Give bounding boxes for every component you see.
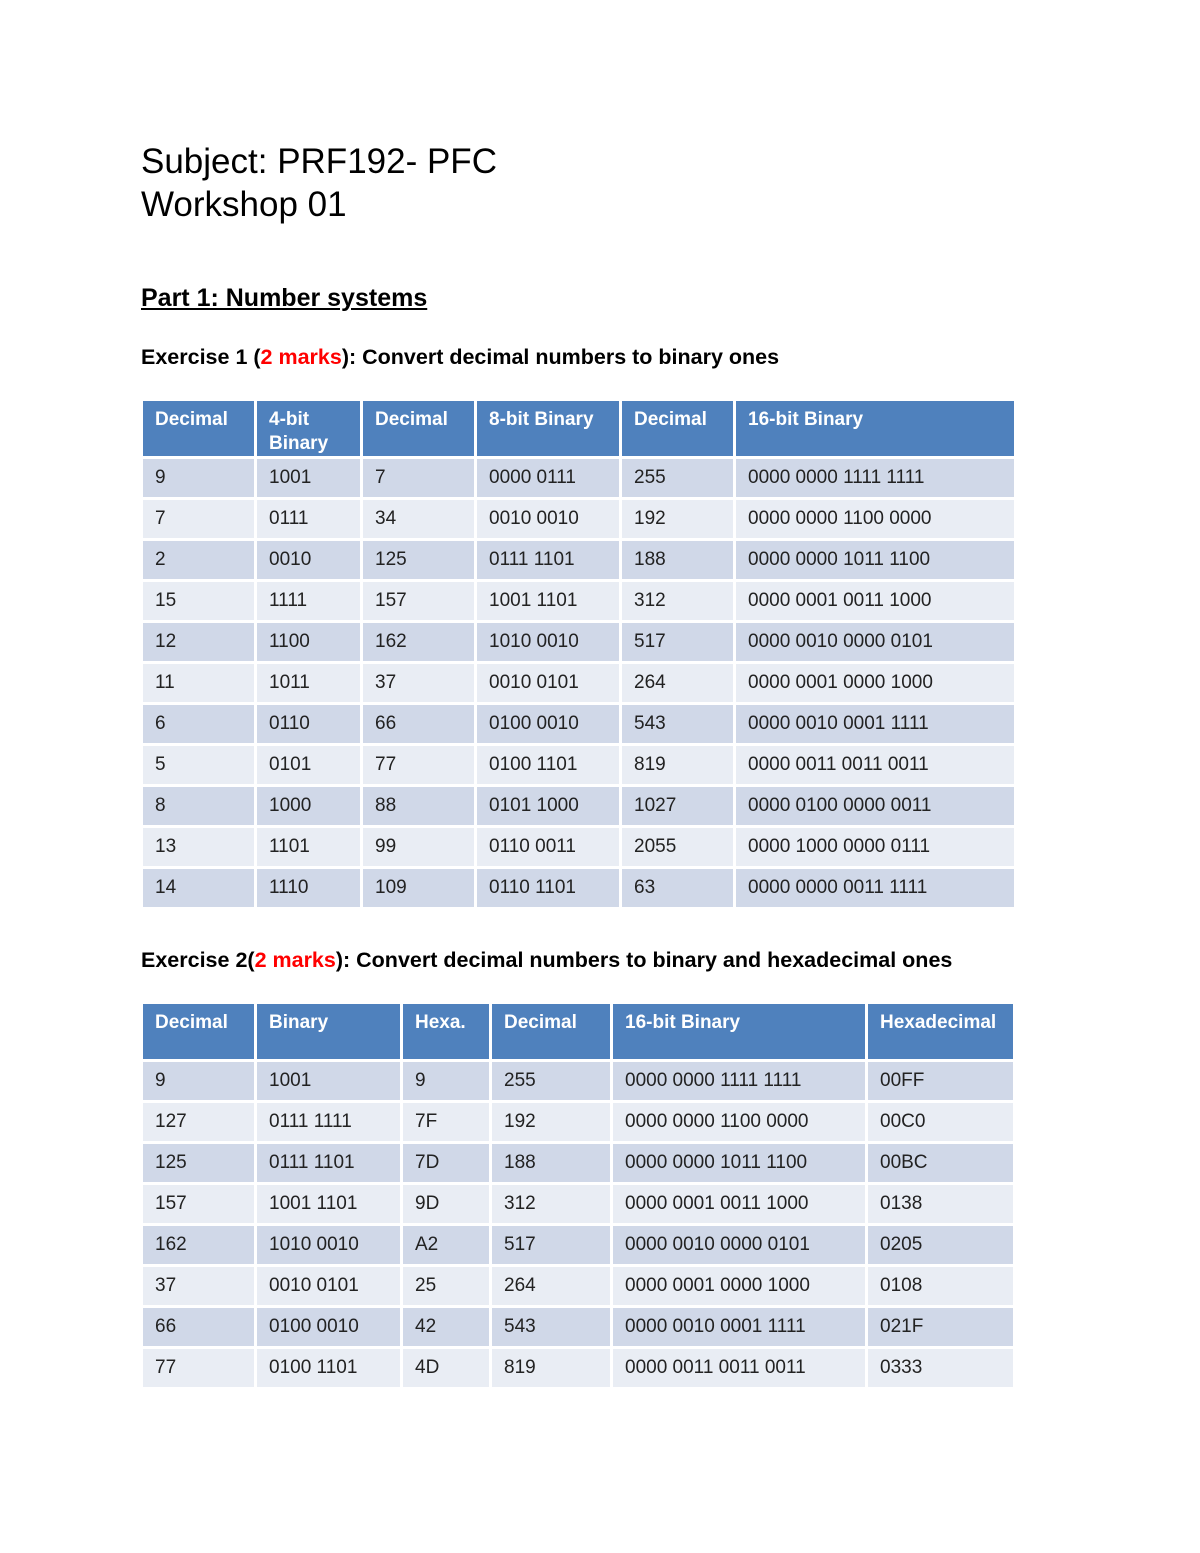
table-cell: 0000 0011 0011 0011 [736,746,1014,784]
table-cell: 1001 [257,1062,400,1100]
table-cell: 0101 1000 [477,787,619,825]
table-cell: 66 [363,705,474,743]
table-cell: 188 [622,541,733,579]
table-cell: 6 [143,705,254,743]
table-cell: 255 [622,459,733,497]
table-cell: 14 [143,869,254,907]
table-cell: 1101 [257,828,360,866]
table-cell: 312 [492,1185,610,1223]
table-cell: 2055 [622,828,733,866]
table-cell: 0000 0010 0001 1111 [736,705,1014,743]
table-cell: 1010 0010 [477,623,619,661]
table-cell: 0000 0000 1100 0000 [736,500,1014,538]
table-row [143,500,1014,538]
table-cell: 0000 0011 0011 0011 [613,1349,865,1387]
table-cell: 77 [143,1349,254,1387]
table-cell: 0100 1101 [257,1349,400,1387]
table-cell: 0100 0010 [257,1308,400,1346]
table-cell: 0000 0111 [477,459,619,497]
table-cell: 264 [622,664,733,702]
table-header-row [143,1004,1013,1059]
table-cell: 543 [622,705,733,743]
table-row [143,1308,1013,1346]
workshop-line: Workshop 01 [141,185,347,224]
table-cell: 0138 [868,1185,1013,1223]
table-cell: 0205 [868,1226,1013,1264]
table-cell: 00C0 [868,1103,1013,1141]
table-cell: 0108 [868,1267,1013,1305]
table-cell: 0110 0011 [477,828,619,866]
table-cell: 819 [492,1349,610,1387]
column-header: Hexadecimal [868,1004,1013,1059]
table-cell: 0000 0001 0011 1000 [613,1185,865,1223]
exercise1-prefix: Exercise 1 ( [141,345,261,369]
table-cell: 0000 0100 0000 0011 [736,787,1014,825]
subject-line: Subject: PRF192- PFC [141,142,497,181]
table-cell: 1001 1101 [477,582,619,620]
column-header: Decimal [622,401,733,456]
table-cell: 00BC [868,1144,1013,1182]
table-cell: 0000 0000 1111 1111 [613,1062,865,1100]
table-cell: 0010 0101 [257,1267,400,1305]
table-row [143,1062,1013,1100]
table-cell: 0000 0000 1111 1111 [736,459,1014,497]
table-cell: 543 [492,1308,610,1346]
table-cell: 12 [143,623,254,661]
table-cell: 63 [622,869,733,907]
table-cell: 13 [143,828,254,866]
exercise2-marks: 2 marks [254,948,336,972]
table-cell: 125 [363,541,474,579]
table-cell: 0010 [257,541,360,579]
table-row [143,869,1014,907]
table-cell: 157 [363,582,474,620]
document-title [141,140,497,226]
exercise2-heading [141,948,952,973]
table-cell: 0000 0001 0000 1000 [613,1267,865,1305]
table-cell: 1027 [622,787,733,825]
table-cell: 77 [363,746,474,784]
table-cell: 1010 0010 [257,1226,400,1264]
table-row [143,787,1014,825]
column-header: Decimal [363,401,474,456]
exercise1-heading [141,345,779,370]
column-header: Hexa. [403,1004,489,1059]
exercise1-marks: 2 marks [260,345,342,369]
table-cell: 0110 1101 [477,869,619,907]
column-header: 16-bit Binary [736,401,1014,456]
column-header: 16-bit Binary [613,1004,865,1059]
table-cell: 0010 0010 [477,500,619,538]
table-cell: 517 [622,623,733,661]
column-header: Decimal [143,401,254,456]
table-row [143,459,1014,497]
table-cell: 37 [143,1267,254,1305]
exercise2-suffix: ): Convert decimal numbers to binary and hexadecimal ones [335,948,953,972]
table-cell: 0000 0001 0011 1000 [736,582,1014,620]
table-cell: 00FF [868,1062,1013,1100]
table-cell: 0111 1101 [477,541,619,579]
table-cell: 0000 0010 0000 0101 [613,1226,865,1264]
table-row [143,705,1014,743]
table-cell: 0111 [257,500,360,538]
column-header: Decimal [492,1004,610,1059]
table-cell: 021F [868,1308,1013,1346]
table-cell: 162 [143,1226,254,1264]
table-cell: 255 [492,1062,610,1100]
table-cell: 109 [363,869,474,907]
table-cell: 1100 [257,623,360,661]
table-row [143,1103,1013,1141]
table-cell: 0000 0000 0011 1111 [736,869,1014,907]
table-cell: 1011 [257,664,360,702]
table-cell: 2 [143,541,254,579]
table-cell: 25 [403,1267,489,1305]
table-cell: 15 [143,582,254,620]
table-row [143,1267,1013,1305]
table-row [143,664,1014,702]
column-header: Binary [257,1004,400,1059]
table-row [143,623,1014,661]
table-cell: 7D [403,1144,489,1182]
part1-heading: Part 1: Number systems [141,284,428,312]
table-cell: 517 [492,1226,610,1264]
table-row [143,541,1014,579]
table-row [143,1349,1013,1387]
table-cell: 0111 1101 [257,1144,400,1182]
table-cell: 819 [622,746,733,784]
table-cell: 0010 0101 [477,664,619,702]
table-cell: 264 [492,1267,610,1305]
table-row [143,746,1014,784]
table-cell: 1111 [257,582,360,620]
exercise2-prefix: Exercise 2( [141,948,255,972]
table-cell: 42 [403,1308,489,1346]
table-cell: 0000 0000 1011 1100 [736,541,1014,579]
table-cell: 0000 1000 0000 0111 [736,828,1014,866]
table-cell: 312 [622,582,733,620]
table-cell: 188 [492,1144,610,1182]
table-cell: 7 [143,500,254,538]
table-cell: 9D [403,1185,489,1223]
table-cell: 99 [363,828,474,866]
table-cell: 66 [143,1308,254,1346]
table-cell: 9 [143,1062,254,1100]
table-cell: 125 [143,1144,254,1182]
exercise2-table [140,1001,1016,1390]
table-cell: A2 [403,1226,489,1264]
table-cell: 0110 [257,705,360,743]
table-cell: 0333 [868,1349,1013,1387]
table-cell: 127 [143,1103,254,1141]
table-cell: 192 [622,500,733,538]
table-cell: 1001 [257,459,360,497]
table-cell: 157 [143,1185,254,1223]
table-cell: 34 [363,500,474,538]
table-row [143,582,1014,620]
table-cell: 0111 1111 [257,1103,400,1141]
table-cell: 0000 0000 1011 1100 [613,1144,865,1182]
table-cell: 11 [143,664,254,702]
table-cell: 7 [363,459,474,497]
exercise1-table [140,398,1017,910]
table-cell: 1000 [257,787,360,825]
table-cell: 0000 0010 0000 0101 [736,623,1014,661]
exercise1-suffix: ): Convert decimal numbers to binary ones [341,345,780,369]
table-cell: 1001 1101 [257,1185,400,1223]
table-cell: 0000 0001 0000 1000 [736,664,1014,702]
column-header: Decimal [143,1004,254,1059]
table-cell: 1110 [257,869,360,907]
table-cell: 0000 0010 0001 1111 [613,1308,865,1346]
table-cell: 8 [143,787,254,825]
table-cell: 0100 1101 [477,746,619,784]
table-cell: 0100 0010 [477,705,619,743]
table-row [143,1144,1013,1182]
column-header: 4-bit Binary [257,401,360,456]
table-row [143,1185,1013,1223]
table-cell: 0000 0000 1100 0000 [613,1103,865,1141]
table-cell: 4D [403,1349,489,1387]
table-row [143,828,1014,866]
table-cell: 162 [363,623,474,661]
table-row [143,1226,1013,1264]
table-cell: 88 [363,787,474,825]
table-cell: 9 [143,459,254,497]
table-cell: 192 [492,1103,610,1141]
table-header-row [143,401,1014,456]
column-header: 8-bit Binary [477,401,619,456]
table-cell: 5 [143,746,254,784]
table-cell: 37 [363,664,474,702]
table-cell: 9 [403,1062,489,1100]
table-cell: 7F [403,1103,489,1141]
table-cell: 0101 [257,746,360,784]
